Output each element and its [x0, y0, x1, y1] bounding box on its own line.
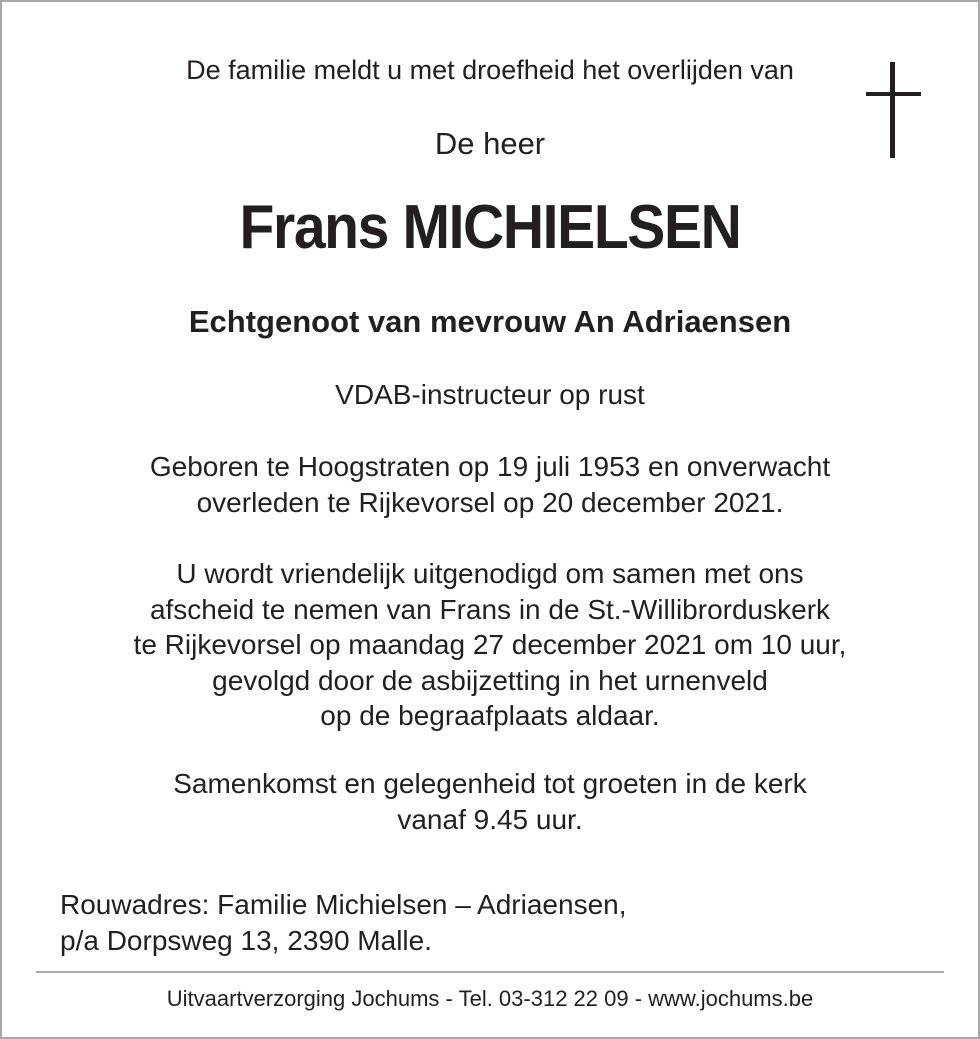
- invitation-line: op de begraafplaats aldaar.: [320, 700, 660, 731]
- intro-text: De familie meldt u met droefheid het overlijden van: [186, 55, 794, 85]
- footer-divider: [36, 971, 944, 973]
- honorific-title: De heer: [434, 126, 546, 161]
- funeral-home-footer: Uitvaartverzorging Jochums - Tel. 03-312 22 09 - www.jochums.be: [166, 986, 814, 1011]
- deceased-name: Frans MICHIELSEN: [239, 193, 741, 262]
- gathering-paragraph: [0, 766, 980, 837]
- cross-horizontal-bar: [866, 92, 921, 96]
- invitation-paragraph: [0, 556, 980, 734]
- birth-death-line: Geboren te Hoogstraten op 19 juli 1953 en onverwacht: [149, 451, 831, 482]
- invitation-line: te Rijkevorsel op maandag 27 december 2021 om 10 uur,: [133, 629, 847, 660]
- occupation-line: VDAB-instructeur op rust: [335, 379, 645, 410]
- gathering-line: vanaf 9.45 uur.: [397, 803, 583, 835]
- gathering-line: Samenkomst en gelegenheid tot groeten in de kerk: [173, 768, 807, 799]
- invitation-line: afscheid te nemen van Frans in de St.-Willibrorduskerk: [149, 593, 831, 625]
- birth-death-paragraph: [0, 449, 980, 520]
- invitation-line: gevolgd door de asbijzetting in het urnenveld: [212, 664, 768, 696]
- invitation-line: U wordt vriendelijk uitgenodigd om samen met ons: [176, 558, 804, 589]
- spouse-line: Echtgenoot van mevrouw An Adriaensen: [188, 304, 792, 339]
- address-line: p/a Dorpsweg 13, 2390 Malle.: [60, 924, 432, 956]
- mourning-address: [60, 887, 627, 958]
- address-line: Rouwadres: Familie Michielsen – Adriaensen,: [60, 889, 627, 920]
- birth-death-line: overleden te Rijkevorsel op 20 december 2021.: [196, 486, 784, 518]
